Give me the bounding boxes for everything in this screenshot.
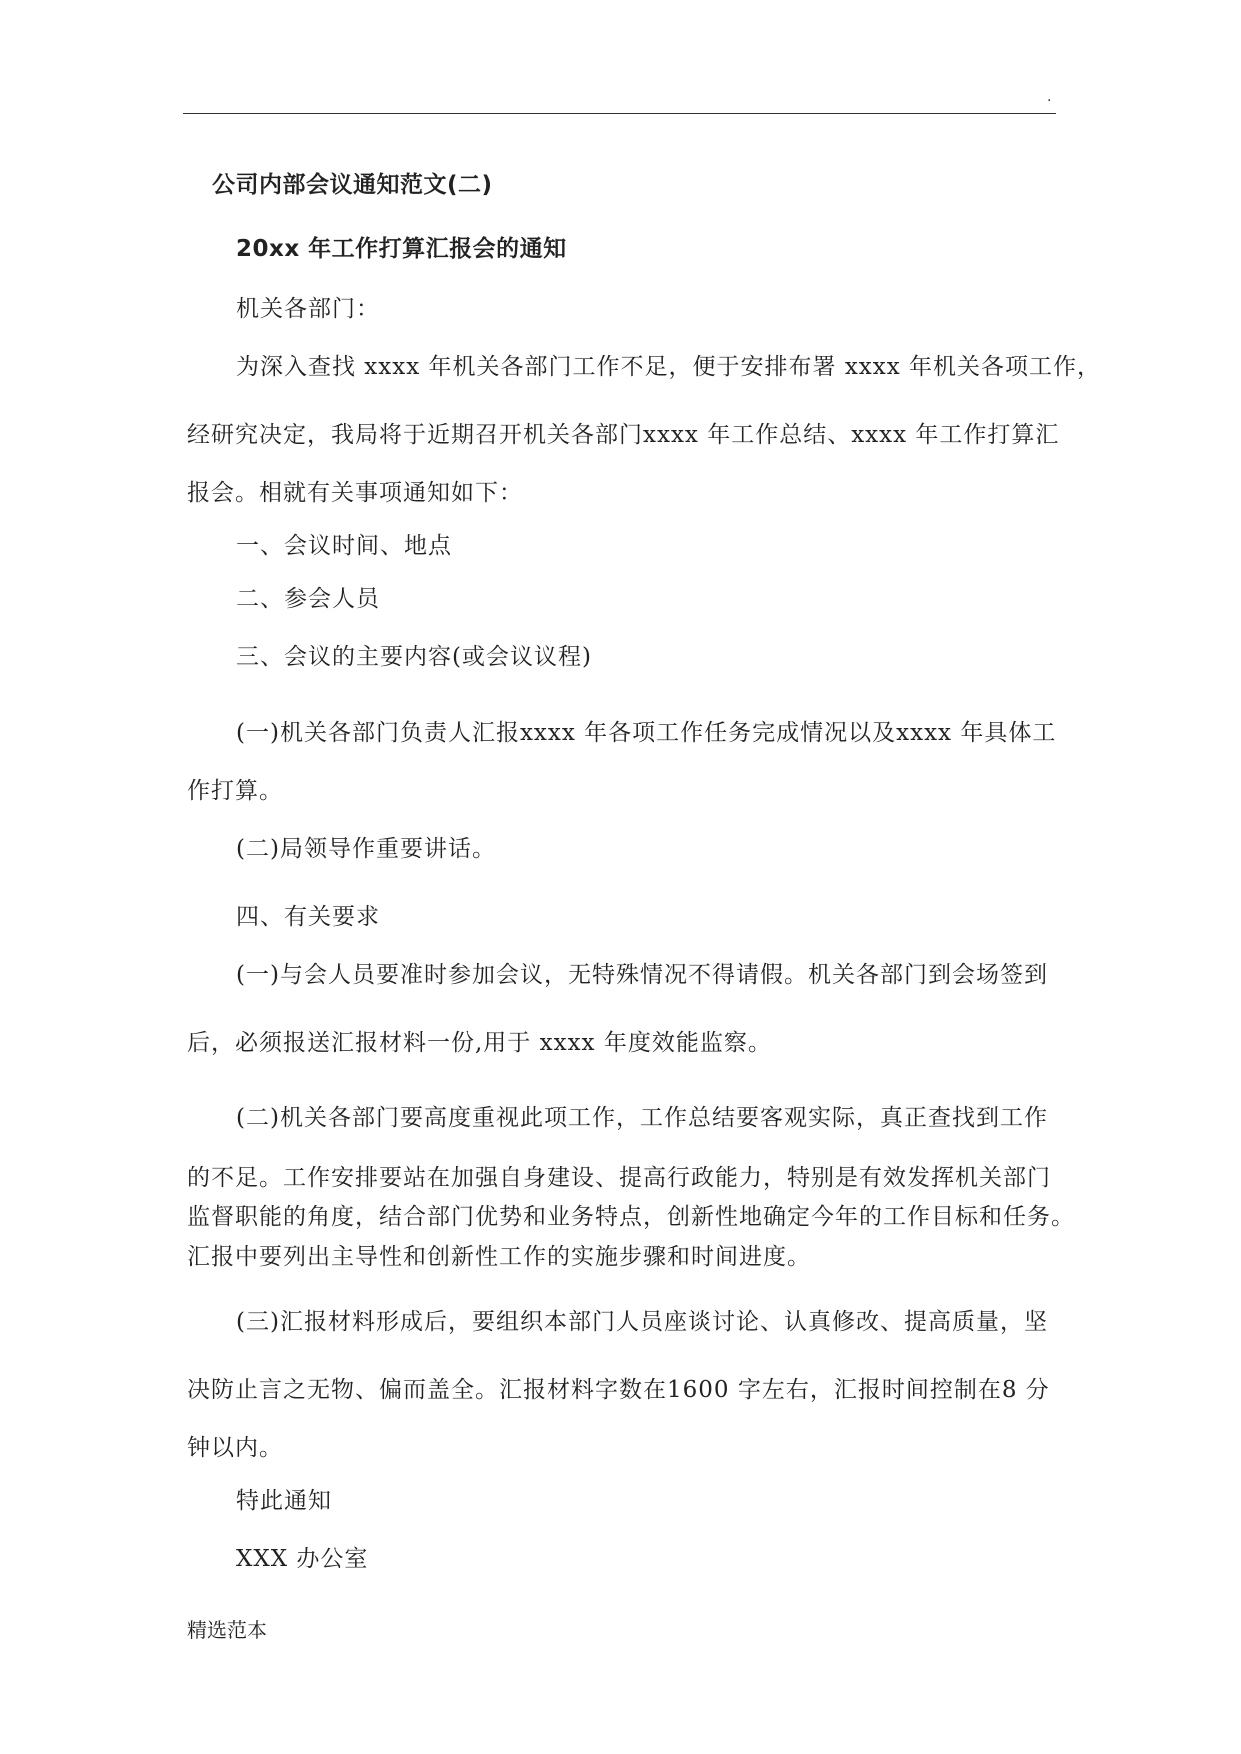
section-heading: 二、参会人员 (236, 586, 380, 612)
requirement-line: 钟以内。 (187, 1435, 283, 1461)
document-title: 公司内部会议通知范文(二) (212, 172, 493, 198)
section-heading: 四、有关要求 (236, 904, 380, 930)
intro-line: 为深入查找 xxxx 年机关各部门工作不足，便于安排布署 xxxx 年机关各项工作， (236, 354, 1102, 380)
requirement-line: 的不足。工作安排要站在加强自身建设、提高行政能力，特别是有效发挥机关部门 (187, 1165, 1051, 1191)
requirement-line: (一)与会人员要准时参加会议，无特殊情况不得请假。机关各部门到会场签到 (236, 962, 1048, 988)
header-mark: . (1047, 89, 1052, 105)
intro-line: 报会。相就有关事项通知如下： (187, 480, 523, 506)
intro-line: 经研究决定，我局将于近期召开机关各部门xxxx 年工作总结、xxxx 年工作打算汇 (187, 422, 1060, 448)
agenda-item-line: 作打算。 (187, 778, 283, 804)
notice-heading: 20xx 年工作打算汇报会的通知 (236, 236, 567, 262)
signature: XXX 办公室 (236, 1546, 369, 1572)
closing: 特此通知 (236, 1488, 332, 1514)
requirement-line: (三)汇报材料形成后，要组织本部门人员座谈讨论、认真修改、提高质量，坚 (236, 1309, 1048, 1335)
agenda-item-line: (一)机关各部门负责人汇报xxxx 年各项工作任务完成情况以及xxxx 年具体工 (236, 720, 1057, 746)
header-rule (183, 113, 1056, 114)
requirement-line: (二)机关各部门要高度重视此项工作，工作总结要客观实际，真正查找到工作 (236, 1105, 1048, 1131)
footer-note: 精选范本 (187, 1618, 267, 1642)
agenda-item-line: (二)局领导作重要讲话。 (236, 836, 496, 862)
requirement-line: 汇报中要列出主导性和创新性工作的实施步骤和时间进度。 (187, 1244, 811, 1270)
section-heading: 三、会议的主要内容(或会议议程) (236, 644, 592, 670)
section-heading: 一、会议时间、地点 (236, 533, 452, 559)
requirement-line: 后，必须报送汇报材料一份,用于 xxxx 年度效能监察。 (187, 1030, 772, 1056)
salutation: 机关各部门： (236, 296, 380, 322)
requirement-line: 决防止言之无物、偏而盖全。汇报材料字数在1600 字左右，汇报时间控制在8 分 (187, 1377, 1050, 1403)
requirement-line: 监督职能的角度，结合部门优势和业务特点，创新性地确定今年的工作目标和任务。 (187, 1204, 1075, 1230)
